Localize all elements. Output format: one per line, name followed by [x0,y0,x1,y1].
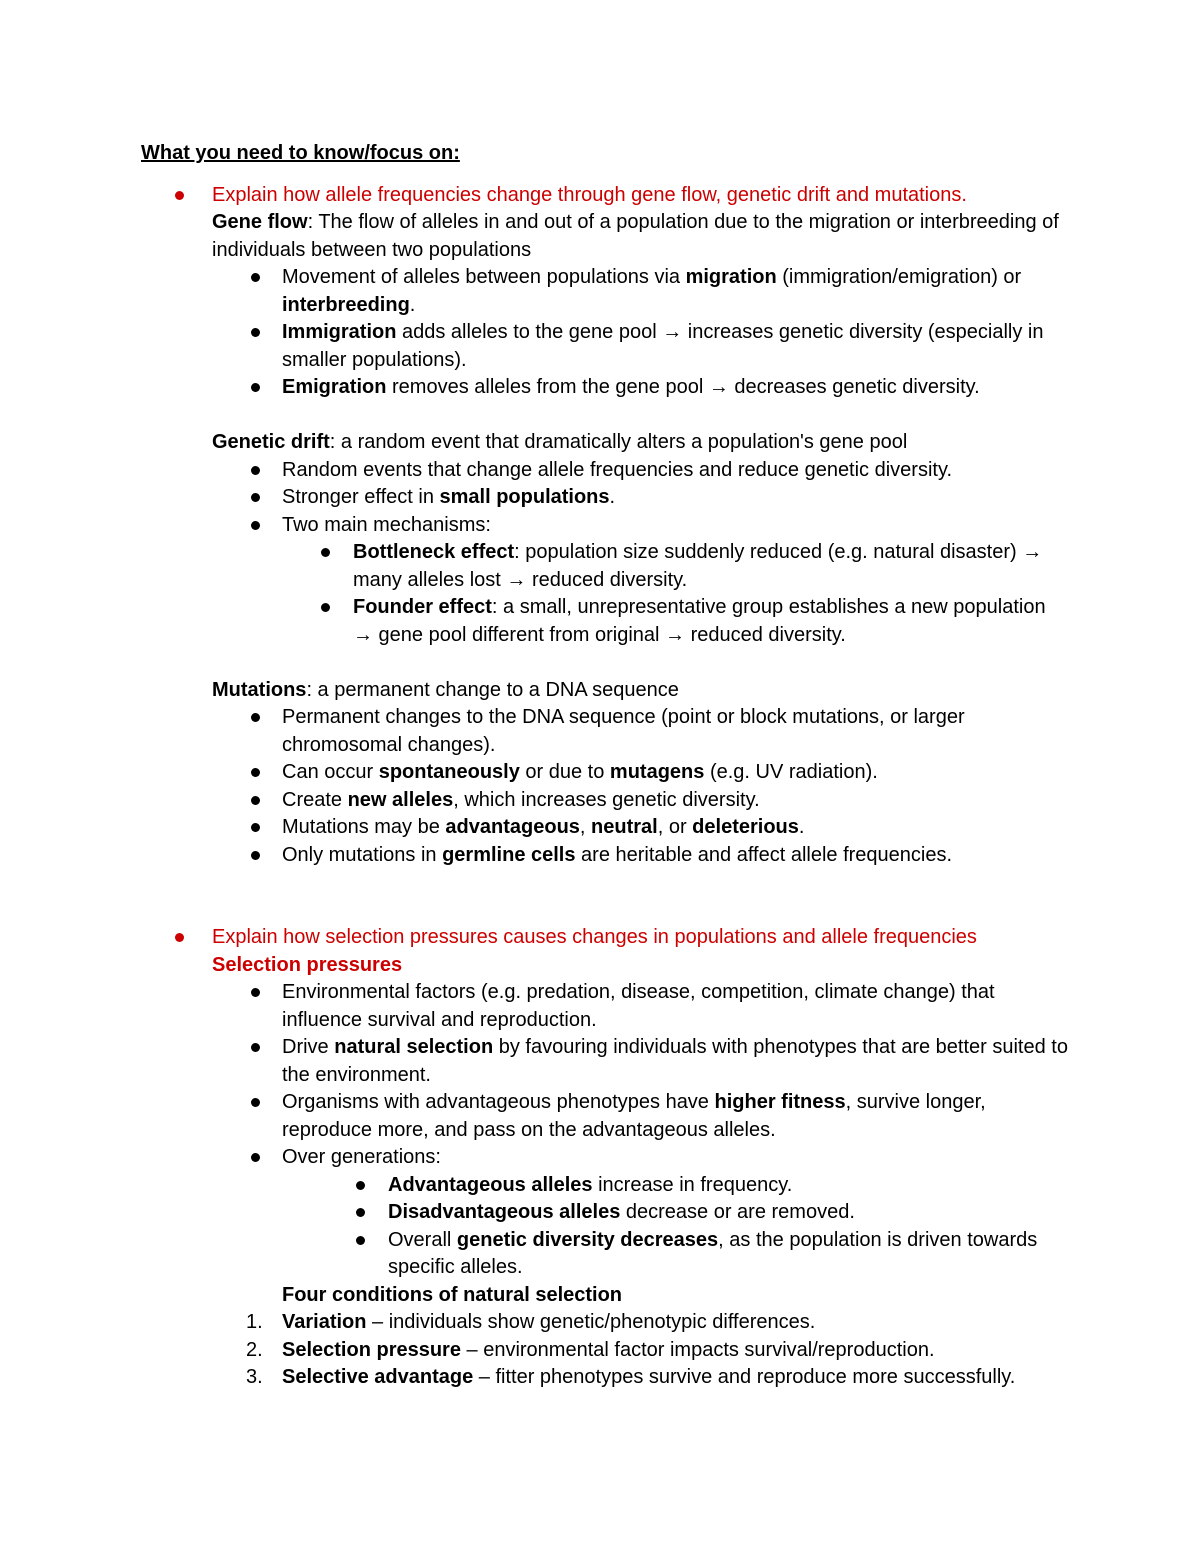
list-item: Over generations: [141,1144,1071,1172]
list-number: 3. [246,1366,263,1388]
bullet-icon [251,713,260,722]
list-item: Mutations may be advantageous, neutral, or deleterious. [141,814,1071,842]
bullet-icon [321,548,330,557]
bullet-icon [251,466,260,475]
bullet-icon [251,273,260,282]
list-item: Two main mechanisms: [141,512,1071,540]
bullet-icon [251,521,260,530]
bullet-icon [251,823,260,832]
list-item: Movement of alleles between populations via migration (immigration/emigration) or interbreeding. [141,264,1071,319]
page-title: What you need to know/focus on: [141,142,460,164]
bullet-icon [251,1098,260,1107]
list-item: Bottleneck effect: population size suddenly reduced (e.g. natural disaster) → many alleles lost → reduced diversity. [141,539,1071,594]
list-item: Immigration adds alleles to the gene pool → increases genetic diversity (especially in smaller populations). [141,319,1071,374]
objective-2: Explain how selection pressures causes changes in populations and allele frequencies [141,924,1071,952]
bullet-icon [175,191,184,200]
list-item: Organisms with advantageous phenotypes have higher fitness, survive longer, reproduce more, and pass on the advantageous alleles. [141,1089,1071,1144]
bullet-icon [251,493,260,502]
gene-flow-definition: Gene flow: The flow of alleles in and out of a population due to the migration or interbreeding of individuals between two populations [212,211,1059,261]
bullet-icon [251,383,260,392]
bullet-icon [251,328,260,337]
list-item: Permanent changes to the DNA sequence (point or block mutations, or larger chromosomal changes). [141,704,1071,759]
list-item: Random events that change allele frequencies and reduce genetic diversity. [141,457,1071,485]
objective-1: Explain how allele frequencies change through gene flow, genetic drift and mutations. [141,182,1071,210]
conditions-heading: Four conditions of natural selection [282,1283,623,1306]
numbered-item: 1. Variation – individuals show genetic/phenotypic differences. [141,1309,1071,1337]
list-item: Advantageous alleles increase in frequency. [141,1172,1071,1200]
bullet-icon [321,603,330,612]
list-item: Stronger effect in small populations. [141,484,1071,512]
numbered-item: 2. Selection pressure – environmental factor impacts survival/reproduction. [141,1337,1071,1365]
bullet-icon [251,1153,260,1162]
bullet-icon [356,1181,365,1190]
bullet-icon [356,1208,365,1217]
list-number: 1. [246,1311,263,1333]
list-number: 2. [246,1338,263,1361]
selection-pressures-heading: Selection pressures [212,953,403,976]
bullet-icon [175,933,184,942]
list-item: Drive natural selection by favouring individuals with phenotypes that are better suited to the environment. [141,1034,1071,1089]
mutations-definition: Mutations: a permanent change to a DNA sequence [212,678,679,701]
list-item: Disadvantageous alleles decrease or are removed. [141,1199,1071,1227]
bullet-icon [251,988,260,997]
numbered-item: 3. Selective advantage – fitter phenotypes survive and reproduce more successfully. [141,1364,1071,1392]
list-item: Can occur spontaneously or due to mutagens (e.g. UV radiation). [141,759,1071,787]
bullet-icon [251,1043,260,1052]
bullet-icon [356,1236,365,1245]
bullet-icon [251,851,260,860]
document-page [141,140,1071,1392]
bullet-icon [251,768,260,777]
list-item: Overall genetic diversity decreases, as the population is driven towards specific alleles. [141,1227,1071,1282]
list-item: Emigration removes alleles from the gene pool → decreases genetic diversity. [141,374,1071,402]
list-item: Only mutations in germline cells are heritable and affect allele frequencies. [141,842,1071,870]
genetic-drift-definition: Genetic drift: a random event that dramatically alters a population's gene pool [212,431,908,453]
list-item: Environmental factors (e.g. predation, disease, competition, climate change) that influence survival and reproduction. [141,979,1071,1034]
list-item: Founder effect: a small, unrepresentative group establishes a new population → gene pool different from original → reduced diversity. [141,594,1071,649]
list-item: Create new alleles, which increases genetic diversity. [141,787,1071,815]
bullet-icon [251,796,260,805]
